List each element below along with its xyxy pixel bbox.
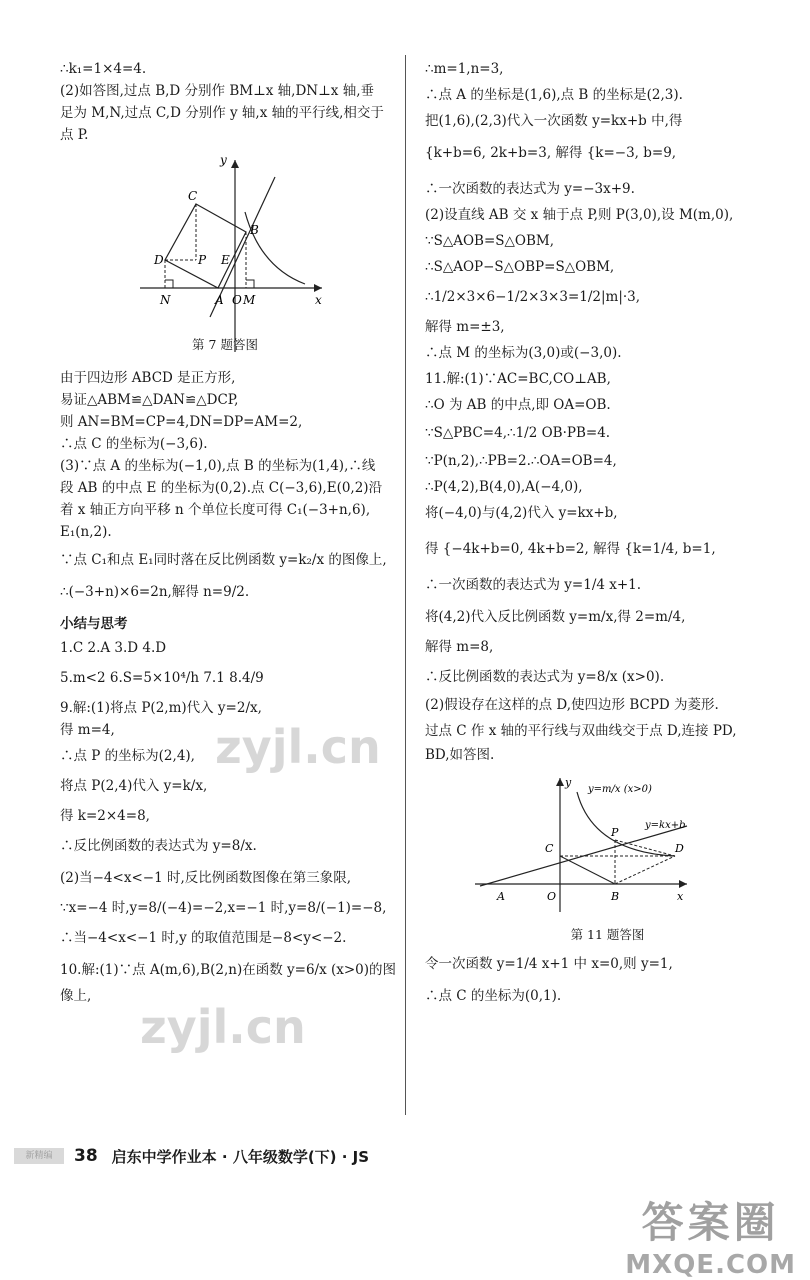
text-line: ∵x=−4 时,y=8/(−4)=−2,x=−1 时,y=8/(−1)=−8, [60, 900, 387, 916]
text-line: 解得 m=8, [425, 639, 494, 655]
text-line: ∵S△AOB=S△OBM, [425, 233, 555, 249]
label-line: y=kx+b [645, 820, 686, 831]
text-line: ∵P(n,2),∴PB=2.∴OA=OB=4, [425, 453, 617, 469]
text-line: ∴一次函数的表达式为 y=1/4 x+1. [425, 577, 642, 593]
text-line: ∴点 C 的坐标为(0,1). [425, 988, 562, 1004]
label-M: M [243, 293, 256, 307]
left-text-block-a [60, 58, 390, 146]
text-line: 由于四边形 ABCD 是正方形, [60, 370, 236, 386]
text-line: ∴反比例函数的表达式为 y=8/x (x>0). [425, 669, 665, 685]
label-B: B [250, 223, 259, 237]
label-y: y [220, 153, 227, 167]
text-line: 得 m=4, [60, 722, 115, 738]
left-text-block-b [60, 367, 390, 603]
label-O: O [547, 890, 557, 903]
text-line: 把(1,6),(2,3)代入一次函数 y=kx+b 中,得 [425, 113, 683, 129]
text-line: ∴m=1,n=3, [425, 61, 504, 77]
text-line: ∴k₁=1×4=4. [60, 61, 147, 77]
text-line: 段 AB 的中点 E 的坐标为(0,2).点 C(−3,6),E(0,2)沿 [60, 480, 383, 496]
label-A: A [215, 293, 224, 307]
text-line: 则 AN=BM=CP=4,DN=DP=AM=2, [60, 414, 303, 430]
text-line: BD,如答图. [425, 747, 495, 763]
text-line: 5.m<2 6.S=5×10⁴/h 7.1 8.4/9 [60, 670, 264, 686]
text-line: 解得 m=±3, [425, 319, 505, 335]
left-text-block-c [60, 637, 397, 1007]
text-line: ∵点 C₁和点 E₁同时落在反比例函数 y=k₂/x 的图像上, [60, 552, 387, 568]
label-P: P [611, 826, 619, 839]
figure-11 [425, 772, 790, 947]
text-line: 1.C 2.A 3.D 4.D [60, 640, 167, 656]
label-N: N [160, 293, 171, 307]
text-line: 9.解:(1)将点 P(2,m)代入 y=2/x, [60, 700, 262, 716]
label-O: O [232, 293, 242, 307]
text-line: ∴反比例函数的表达式为 y=8/x. [60, 838, 257, 854]
book-title: 启东中学作业本 · 八年级数学(下) · JS [111, 1147, 370, 1166]
text-line: 将(4,2)代入反比例函数 y=m/x,得 2=m/4, [425, 609, 686, 625]
logo-url: MXQE.COM [625, 1250, 796, 1280]
figure-7 [60, 152, 390, 357]
text-line: 令一次函数 y=1/4 x+1 中 x=0,则 y=1, [425, 956, 673, 972]
right-column [425, 58, 790, 1007]
column-divider [405, 55, 406, 1115]
text-line: 得 k=2×4=8, [60, 808, 150, 824]
right-text-block-a [425, 58, 790, 766]
watermark: zyjl.cn [140, 1000, 306, 1054]
text-line: ∴(−3+n)×6=2n,解得 n=9/2. [60, 584, 250, 600]
footer-badge: 新精编 [14, 1148, 64, 1164]
figure-11-diagram [425, 772, 790, 922]
text-line: 将点 P(2,4)代入 y=k/x, [60, 778, 208, 794]
text-line: 像上, [60, 988, 92, 1004]
page-footer [14, 1143, 369, 1169]
label-B: B [611, 890, 620, 903]
label-x: x [677, 890, 684, 903]
label-E: E [221, 253, 230, 267]
text-line: ∴1/2×3×6−1/2×3×3=1/2|m|·3, [425, 289, 641, 305]
label-D: D [154, 253, 164, 267]
label-C: C [545, 842, 554, 855]
text-line: 10.解:(1)∵点 A(m,6),B(2,n)在函数 y=6/x (x>0)的图 [60, 962, 397, 978]
label-D: D [675, 842, 684, 855]
text-line: ∴O 为 AB 的中点,即 OA=OB. [425, 397, 611, 413]
text-line: ∴一次函数的表达式为 y=−3x+9. [425, 181, 635, 197]
text-line: 易证△ABM≌△DAN≌△DCP, [60, 392, 239, 408]
text-line: 点 P. [60, 127, 89, 143]
watermark: zyjl.cn [215, 720, 381, 774]
text-line: ∴点 P 的坐标为(2,4), [60, 748, 195, 764]
text-line: (3)∵点 A 的坐标为(−1,0),点 B 的坐标为(1,4),∴线 [60, 458, 376, 474]
text-line: ∴点 A 的坐标是(1,6),点 B 的坐标是(2,3). [425, 87, 683, 103]
site-logo [625, 1190, 796, 1280]
text-line: 着 x 轴正方向平移 n 个单位长度可得 C₁(−3+n,6), [60, 502, 371, 518]
figure-11-caption: 第 11 题答图 [570, 927, 645, 942]
label-P: P [198, 253, 207, 267]
label-C: C [188, 189, 198, 203]
text-line: (2)设直线 AB 交 x 轴于点 P,则 P(3,0),设 M(m,0), [425, 207, 734, 223]
right-text-block-b [425, 953, 790, 1007]
text-line: 得 {−4k+b=0, 4k+b=2, 解得 {k=1/4, b=1, [425, 541, 716, 557]
text-line: ∴当−4<x<−1 时,y 的取值范围是−8<y<−2. [60, 930, 347, 946]
text-line: (2)如答图,过点 B,D 分别作 BM⊥x 轴,DN⊥x 轴,垂 [60, 83, 374, 99]
text-line: E₁(n,2). [60, 524, 112, 540]
text-line: (2)假设存在这样的点 D,使四边形 BCPD 为菱形. [425, 697, 719, 713]
text-line: ∴点 C 的坐标为(−3,6). [60, 436, 208, 452]
page-number: 38 [74, 1146, 98, 1166]
text-line: 足为 M,N,过点 C,D 分别作 y 轴,x 轴的平行线,相交于 [60, 105, 384, 121]
label-x: x [315, 293, 322, 307]
text-line: ∴点 M 的坐标为(3,0)或(−3,0). [425, 345, 622, 361]
text-line: ∴S△AOP−S△OBP=S△OBM, [425, 259, 615, 275]
label-y: y [565, 776, 572, 789]
label-curve: y=m/x (x>0) [588, 784, 652, 795]
text-line: (2)当−4<x<−1 时,反比例函数图像在第三象限, [60, 870, 352, 886]
text-line: 过点 C 作 x 轴的平行线与双曲线交于点 D,连接 PD, [425, 723, 737, 739]
logo-text: 答案圈 [641, 1198, 780, 1247]
section-title: 小结与思考 [60, 616, 128, 632]
label-A: A [497, 890, 505, 903]
text-line: 将(−4,0)与(4,2)代入 y=kx+b, [425, 505, 618, 521]
text-line: 11.解:(1)∵AC=BC,CO⊥AB, [425, 371, 611, 387]
text-line: {k+b=6, 2k+b=3, 解得 {k=−3, b=9, [425, 145, 677, 161]
left-column [60, 58, 397, 1007]
text-line: ∵S△PBC=4,∴1/2 OB·PB=4. [425, 425, 611, 441]
figure-7-caption: 第 7 题答图 [192, 337, 258, 352]
text-line: ∴P(4,2),B(4,0),A(−4,0), [425, 479, 583, 495]
figure-7-diagram [60, 152, 390, 357]
